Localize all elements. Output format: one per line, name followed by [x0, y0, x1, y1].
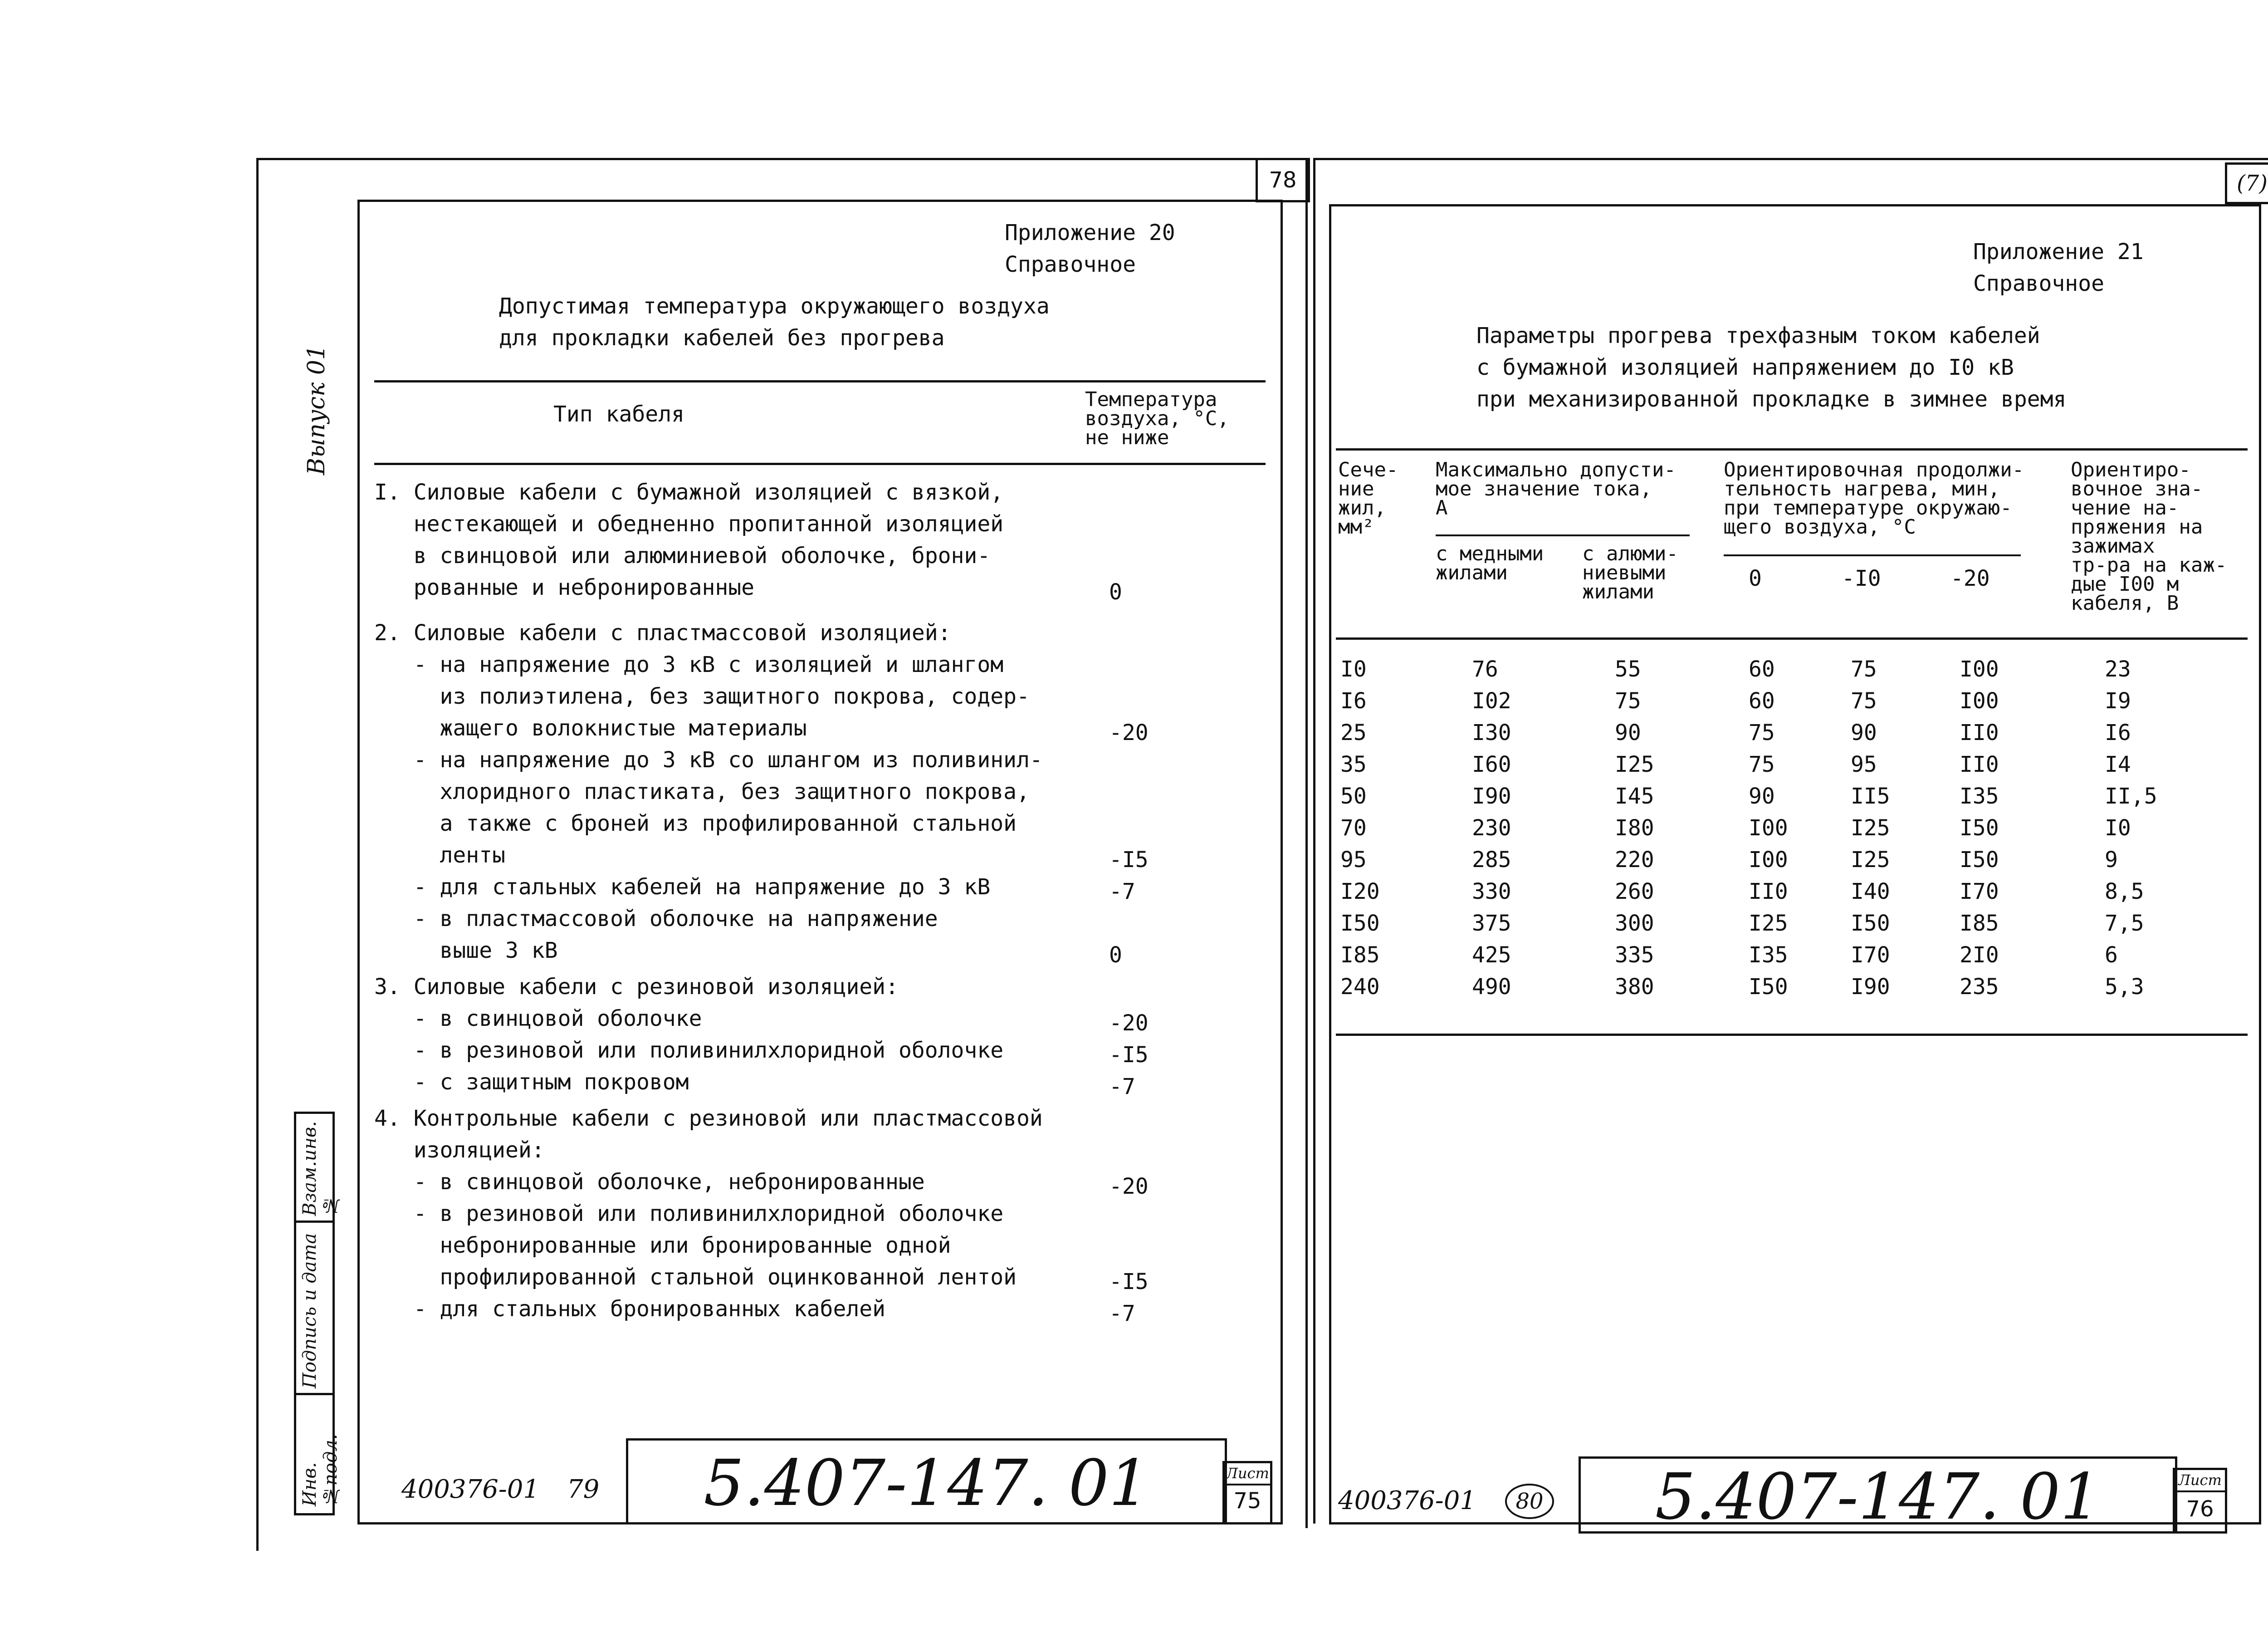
right-cell-t-20: I85	[1960, 911, 1999, 936]
right-header-duration-rule	[1724, 554, 2021, 556]
right-header-copper: с медными жилами	[1436, 542, 1544, 584]
right-appendix-number: Приложение 21	[1973, 239, 2144, 265]
right-cell-t-10: I70	[1851, 942, 1890, 968]
right-cell-t-10: I40	[1851, 879, 1890, 904]
left-row-value: 0	[1109, 579, 1122, 605]
right-cell-copper: 375	[1472, 911, 1511, 936]
right-cell-section: 95	[1340, 847, 1367, 872]
right-cell-section: I85	[1340, 942, 1380, 968]
right-cell-voltage: 6	[2105, 942, 2118, 968]
right-cell-copper: 425	[1472, 942, 1511, 968]
right-header-voltage: Ориентиро- вочное зна- чение на- пряжения на зажимах тр-ра на каж- дые I00 м кабеля, В	[2071, 458, 2227, 615]
right-title-line-2: с бумажной изоляцией напряжением до I0 кВ	[1476, 355, 2014, 380]
right-cell-t0: I00	[1749, 847, 1788, 872]
stamp-label-replaced: Взам.инв.№	[299, 1121, 341, 1216]
left-row-text: - на напряжение до 3 кВ с изоляцией и шлангом	[374, 652, 1004, 677]
right-cell-voltage: 5,3	[2105, 974, 2144, 1000]
left-row-text: - в пластмассовой оболочке на напряжение	[374, 906, 938, 931]
left-row-text: - с защитным покровом	[374, 1069, 689, 1095]
right-appendix-kind: Справочное	[1973, 271, 2104, 296]
left-row-text: - в свинцовой оболочке	[374, 1006, 702, 1031]
right-cell-t-20: 2I0	[1960, 942, 1999, 968]
right-cell-t-10: I90	[1851, 974, 1890, 1000]
right-cell-t0: II0	[1749, 879, 1788, 904]
right-cell-t-10: 75	[1851, 688, 1877, 714]
right-title-line-1: Параметры прогрева трехфазным током кабелей	[1476, 323, 2040, 348]
right-cell-t0: 75	[1749, 752, 1775, 777]
right-cell-aluminium: 380	[1615, 974, 1654, 1000]
left-row-value: 0	[1109, 942, 1122, 968]
left-page-number-box	[1256, 158, 1310, 202]
left-row-value: -I5	[1109, 847, 1149, 872]
right-cell-aluminium: I25	[1615, 752, 1654, 777]
right-cell-section: I0	[1340, 657, 1367, 682]
left-row-text: - для стальных кабелей на напряжение до 3 кВ	[374, 874, 991, 900]
left-row-text: - в резиновой или поливинилхлоридной оболочке	[374, 1038, 1004, 1063]
right-cell-t-10: II5	[1851, 784, 1890, 809]
left-row-text: в свинцовой или алюминиевой оболочке, брони-	[374, 543, 991, 569]
stamp-divider-2	[294, 1393, 332, 1395]
right-outer-left-line	[1313, 158, 1315, 1524]
right-cell-t-20: I00	[1960, 657, 1999, 682]
left-title-line-2: для прокладки кабелей без прогрева	[499, 325, 945, 351]
right-cell-section: 35	[1340, 752, 1367, 777]
right-cell-aluminium: 220	[1615, 847, 1654, 872]
right-cell-t-20: II0	[1960, 752, 1999, 777]
right-footer-code: 400376-01	[1338, 1486, 1476, 1515]
right-cell-t0: I35	[1749, 942, 1788, 968]
right-cell-copper: 76	[1472, 657, 1498, 682]
left-sheet-number: 75	[1233, 1488, 1261, 1514]
stamp-label-inventory: Инв.№подл.	[299, 1434, 341, 1506]
right-header-current-rule	[1436, 534, 1690, 536]
right-cell-voltage: 8,5	[2105, 879, 2144, 904]
left-row-text: жащего волокнистые материалы	[374, 716, 807, 741]
left-footer-number: 79	[567, 1475, 600, 1504]
left-row-text: 4. Контрольные кабели с резиновой или пластмассовой	[374, 1106, 1043, 1131]
right-cell-voltage: 7,5	[2105, 911, 2144, 936]
left-title-line-1: Допустимая температура окружающего воздуха	[499, 294, 1050, 319]
right-cell-copper: 285	[1472, 847, 1511, 872]
left-page-number: 78	[1269, 167, 1297, 193]
left-row-text: хлоридного пластиката, без защитного покрова,	[374, 779, 1030, 804]
left-row-value: -I5	[1109, 1042, 1149, 1068]
left-row-text: - на напряжение до 3 кВ со шлангом из поливинил-	[374, 747, 1043, 773]
right-cell-t-20: 235	[1960, 974, 1999, 1000]
right-cell-t-20: II0	[1960, 720, 1999, 745]
right-cell-copper: I02	[1472, 688, 1511, 714]
left-row-text: а также с броней из профилированной стальной	[374, 811, 1017, 836]
right-sheet-number: 76	[2186, 1496, 2214, 1522]
right-cell-t0: I00	[1749, 815, 1788, 841]
right-cell-t0: 60	[1749, 657, 1775, 682]
right-cell-copper: 230	[1472, 815, 1511, 841]
left-row-text: изоляцией:	[374, 1137, 545, 1163]
right-header-duration: Ориентировочная продолжи- тельность нагрева, мин, при температуре окружаю- щего воздуха, °C	[1724, 458, 2024, 539]
right-cell-section: I6	[1340, 688, 1367, 714]
left-doc-code: 5.407-147. 01	[704, 1446, 1149, 1520]
left-row-text: 3. Силовые кабели с резиновой изоляцией:	[374, 974, 899, 1000]
right-header-temp-0: 0	[1749, 566, 1762, 591]
right-cell-section: I50	[1340, 911, 1380, 936]
left-row-text: - в свинцовой оболочке, небронированные	[374, 1169, 925, 1195]
right-corner-mark: (7)	[2237, 171, 2268, 196]
right-cell-voltage: I9	[2105, 688, 2131, 714]
right-cell-section: 50	[1340, 784, 1367, 809]
left-row-text: небронированные или бронированные одной	[374, 1233, 951, 1258]
right-cell-t-10: I50	[1851, 911, 1890, 936]
right-header-temp-minus20: -20	[1950, 566, 1990, 591]
left-side-label: Выпуск 01	[303, 345, 330, 475]
left-row-value: -I5	[1109, 1269, 1149, 1294]
right-cell-t0: 75	[1749, 720, 1775, 745]
right-cell-copper: 330	[1472, 879, 1511, 904]
right-corner-box	[2225, 162, 2268, 204]
right-cell-copper: I60	[1472, 752, 1511, 777]
left-row-text: выше 3 кВ	[374, 938, 558, 963]
left-col-temp-header: Температура воздуха, °C, не ниже	[1085, 388, 1229, 449]
right-cell-t-10: 90	[1851, 720, 1877, 745]
left-outer-left-line	[256, 158, 259, 1551]
right-cell-t0: I25	[1749, 911, 1788, 936]
left-appendix-kind: Справочное	[1005, 252, 1136, 277]
right-cell-voltage: 9	[2105, 847, 2118, 872]
right-cell-t-10: 95	[1851, 752, 1877, 777]
right-cell-t0: 90	[1749, 784, 1775, 809]
right-header-temp-minus10: -I0	[1842, 566, 1881, 591]
right-title-line-3: при механизированной прокладке в зимнее время	[1476, 387, 2067, 412]
right-cell-t-20: I50	[1960, 815, 1999, 841]
right-cell-voltage: 23	[2105, 657, 2131, 682]
stamp-divider-1	[294, 1220, 332, 1223]
left-row-value: -7	[1109, 1301, 1135, 1326]
right-outer-top-line	[1313, 158, 2268, 160]
right-cell-section: 25	[1340, 720, 1367, 745]
right-cell-section: I20	[1340, 879, 1380, 904]
right-cell-section: 70	[1340, 815, 1367, 841]
right-cell-aluminium: 55	[1615, 657, 1641, 682]
right-header-section: Сече- ние жил, мм²	[1338, 458, 1398, 539]
left-outer-top-line	[256, 158, 1309, 160]
left-row-text: - в резиновой или поливинилхлоридной оболочке	[374, 1201, 1004, 1226]
right-cell-t-20: I35	[1960, 784, 1999, 809]
right-cell-aluminium: 75	[1615, 688, 1641, 714]
left-table-header-rule	[374, 463, 1266, 465]
left-row-value: -20	[1109, 1174, 1149, 1199]
right-cell-t-20: I70	[1960, 879, 1999, 904]
left-row-value: -7	[1109, 1074, 1135, 1099]
right-doc-code: 5.407-147. 01	[1655, 1460, 2101, 1534]
right-table-bottom-rule	[1336, 1034, 2248, 1036]
left-outer-right-line	[1305, 158, 1308, 1528]
right-header-aluminium: с алюми- ниевыми жилами	[1582, 542, 1678, 603]
left-row-text: I. Силовые кабели с бумажной изоляцией с вязкой,	[374, 480, 1004, 505]
right-cell-copper: 490	[1472, 974, 1511, 1000]
right-cell-voltage: I4	[2105, 752, 2131, 777]
right-cell-aluminium: I80	[1615, 815, 1654, 841]
left-row-text: из полиэтилена, без защитного покрова, содер-	[374, 684, 1030, 709]
right-cell-t0: I50	[1749, 974, 1788, 1000]
left-sheet-box	[1222, 1461, 1272, 1524]
left-row-text: - для стальных бронированных кабелей	[374, 1296, 886, 1322]
right-cell-section: 240	[1340, 974, 1380, 1000]
right-cell-aluminium: I45	[1615, 784, 1654, 809]
left-appendix-number: Приложение 20	[1005, 220, 1175, 245]
right-sheet-box	[2173, 1468, 2227, 1534]
right-cell-t-10: I25	[1851, 815, 1890, 841]
left-row-value: -20	[1109, 720, 1149, 745]
right-cell-voltage: I6	[2105, 720, 2131, 745]
right-sheet-label: Лист	[2175, 1470, 2225, 1492]
right-cell-voltage: II,5	[2105, 784, 2157, 809]
right-cell-copper: I90	[1472, 784, 1511, 809]
right-cell-aluminium: 260	[1615, 879, 1654, 904]
left-row-text: рованные и небронированные	[374, 575, 755, 600]
right-title-block	[1579, 1456, 2177, 1534]
right-cell-aluminium: 90	[1615, 720, 1641, 745]
right-cell-aluminium: 300	[1615, 911, 1654, 936]
right-header-current: Максимально допусти- мое значение тока, А	[1436, 458, 1676, 520]
left-row-text: профилированной стальной оцинкованной лентой	[374, 1265, 1017, 1290]
right-cell-t-10: 75	[1851, 657, 1877, 682]
left-row-text: нестекающей и обедненно пропитанной изоляцией	[374, 511, 1004, 537]
right-cell-t-10: I25	[1851, 847, 1890, 872]
right-cell-t-20: I50	[1960, 847, 1999, 872]
right-cell-aluminium: 335	[1615, 942, 1654, 968]
left-row-value: -20	[1109, 1010, 1149, 1036]
left-row-text: 2. Силовые кабели с пластмассовой изоляцией:	[374, 620, 951, 646]
right-table-top-rule	[1336, 448, 2248, 451]
left-row-value: -7	[1109, 879, 1135, 904]
right-cell-t-20: I00	[1960, 688, 1999, 714]
right-cell-copper: I30	[1472, 720, 1511, 745]
left-title-block	[626, 1438, 1227, 1524]
left-table-top-rule	[374, 380, 1266, 382]
right-cell-t0: 60	[1749, 688, 1775, 714]
left-sheet-label: Лист	[1225, 1463, 1270, 1485]
right-cell-voltage: I0	[2105, 815, 2131, 841]
right-footer-number: 80	[1505, 1484, 1554, 1519]
left-footer-code: 400376-01	[401, 1475, 539, 1504]
left-row-text: ленты	[374, 843, 505, 868]
right-table-header-rule	[1336, 637, 2248, 640]
stamp-label-signature: Подпись и дата	[299, 1233, 320, 1388]
left-col-type-header: Тип кабеля	[553, 402, 684, 427]
